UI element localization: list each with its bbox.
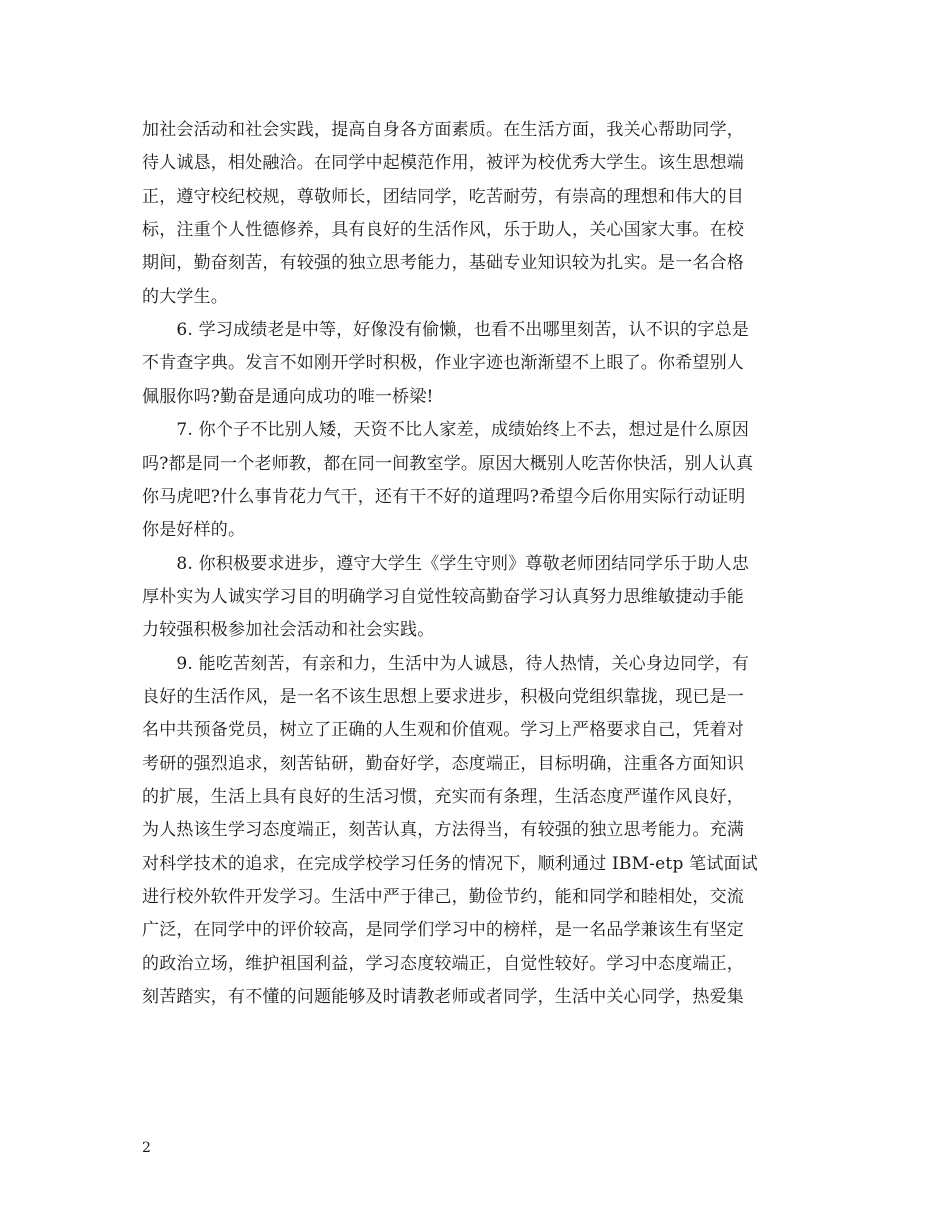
text-line: 8. 你积极要求进步，遵守大学生《学生守则》尊敬老师团结同学乐于助人忠: [142, 553, 750, 574]
text-line: 7. 你个子不比别人矮，天资不比人家差，成绩始终上不去，想过是什么原因: [142, 420, 750, 441]
text-line: 你马虎吧?什么事肯花力气干，还有干不好的道理吗?希望今后你用实际行动证明: [142, 486, 746, 507]
text-line: 力较强积极参加社会活动和社会实践。: [142, 620, 435, 641]
text-line: 正，遵守校纪校规，尊敬师长，团结同学，吃苦耐劳，有崇高的理想和伟大的目: [142, 186, 744, 207]
text-line: 不肯查字典。发言不如刚开学时积极，作业字迹也渐渐望不上眼了。你希望别人: [142, 353, 744, 374]
text-line: 考研的强烈追求，刻苦钻研，勤奋好学，态度端正，目标明确，注重各方面知识: [142, 753, 744, 774]
text-line: 良好的生活作风，是一名不该生思想上要求进步，积极向党组织靠拢，现已是一: [142, 686, 744, 707]
text-line: 厚朴实为人诚实学习目的明确学习自觉性较高勤奋学习认真努力思维敏捷动手能: [142, 586, 744, 607]
text-line: 标，注重个人性德修养，具有良好的生活作风，乐于助人，关心国家大事。在校: [142, 220, 744, 241]
text-line: 对科学技术的追求，在完成学校学习任务的情况下，顺利通过 IBM-etp 笔试面试: [142, 853, 758, 874]
text-line: 期间，勤奋刻苦，有较强的独立思考能力，基础专业知识较为扎实。是一名合格: [142, 253, 744, 274]
text-line: 9. 能吃苦刻苦，有亲和力，生活中为人诚恳，待人热情，关心身边同学，有: [142, 653, 750, 674]
text-line: 你是好样的。: [142, 520, 246, 541]
text-line: 吗?都是同一个老师教，都在同一间教室学。原因大概别人吃苦你快活，别人认真: [142, 453, 754, 474]
text-line: 加社会活动和社会实践，提高自身各方面素质。在生活方面，我关心帮助同学，: [142, 120, 744, 140]
text-line: 名中共预备党员，树立了正确的人生观和价值观。学习上严格要求自己，凭着对: [142, 720, 744, 741]
text-line: 进行校外软件开发学习。生活中严于律己，勤俭节约，能和同学和睦相处，交流: [142, 887, 744, 908]
text-line: 为人热该生学习态度端正，刻苦认真，方法得当，有较强的独立思考能力。充满: [142, 820, 744, 841]
text-line: 的扩展，生活上具有良好的生活习惯，充实而有条理，生活态度严谨作风良好，: [142, 787, 744, 807]
text-line: 刻苦踏实，有不懂的问题能够及时请教老师或者同学，生活中关心同学，热爱集: [142, 987, 744, 1008]
text-line: 待人诚恳，相处融洽。在同学中起模范作用，被评为校优秀大学生。该生思想端: [142, 153, 744, 174]
page-number: 2: [142, 1140, 151, 1156]
text-line: 6. 学习成绩老是中等，好像没有偷懒，也看不出哪里刻苦，认不识的字总是: [142, 320, 750, 341]
text-line: 的政治立场，维护祖国利益，学习态度较端正，自觉性较好。学习中态度端正，: [142, 953, 744, 974]
text-line: 广泛，在同学中的评价较高，是同学们学习中的榜样，是一名品学兼该生有坚定: [142, 920, 744, 941]
text-line: 的大学生。: [142, 286, 228, 307]
text-line: 佩服你吗?勤奋是通向成功的唯一桥梁!: [142, 386, 434, 407]
